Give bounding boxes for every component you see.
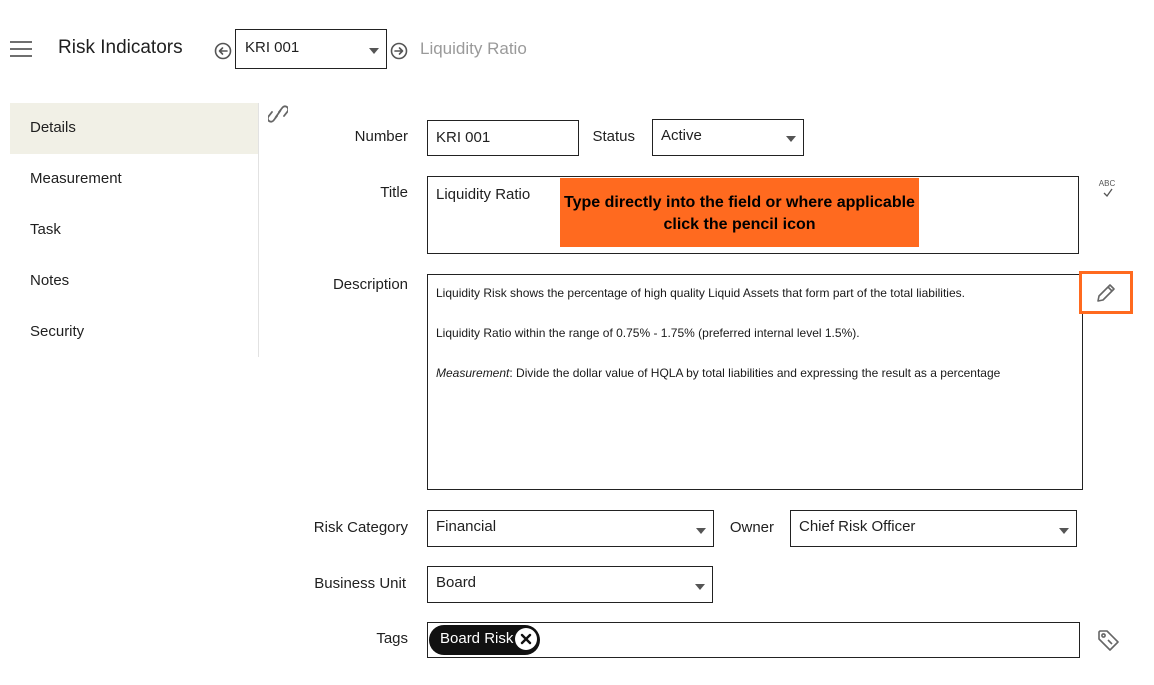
sidebar-item-notes[interactable]: Notes <box>30 272 70 289</box>
owner-value: Chief Risk Officer <box>799 518 916 535</box>
link-icon[interactable] <box>268 102 288 126</box>
sidebar-item-measurement[interactable]: Measurement <box>30 170 122 187</box>
chevron-down-icon <box>369 48 379 54</box>
status-value: Active <box>661 127 702 144</box>
owner-select[interactable] <box>790 510 1077 547</box>
instruction-callout: Type directly into the field or where applicable click the pencil icon <box>560 178 919 247</box>
description-paragraph: Liquidity Risk shows the percentage of high quality Liquid Assets that form part of the total liabilities. <box>436 286 965 300</box>
business-unit-label: Business Unit <box>314 575 406 592</box>
previous-record-icon[interactable] <box>214 42 232 60</box>
close-icon <box>520 633 532 645</box>
risk-category-select[interactable] <box>427 510 714 547</box>
chevron-down-icon <box>786 136 796 142</box>
risk-category-value: Financial <box>436 518 497 535</box>
tag-label: Board Risk <box>440 630 514 647</box>
check-icon <box>1103 188 1113 198</box>
chevron-down-icon <box>695 584 705 590</box>
description-textarea[interactable] <box>427 274 1083 490</box>
chevron-down-icon <box>1059 528 1069 534</box>
chevron-down-icon <box>696 528 706 534</box>
spellcheck-label: ABC <box>1098 179 1116 188</box>
sidebar-item-task[interactable]: Task <box>30 221 61 238</box>
business-unit-select[interactable] <box>427 566 713 603</box>
tag-icon[interactable] <box>1097 628 1121 652</box>
sidebar-item-security[interactable]: Security <box>30 323 85 340</box>
risk-category-label: Risk Category <box>313 519 408 536</box>
next-record-icon[interactable] <box>390 42 408 60</box>
spellcheck-icon[interactable] <box>1096 179 1118 201</box>
record-name: Liquidity Ratio <box>420 39 527 58</box>
pencil-icon <box>1095 282 1117 304</box>
sidebar-divider <box>258 103 259 357</box>
status-label: Status <box>592 128 635 145</box>
hamburger-menu-icon[interactable] <box>10 41 32 57</box>
tags-label: Tags <box>376 630 408 647</box>
app-title: Risk Indicators <box>58 37 183 58</box>
number-input[interactable] <box>427 120 579 156</box>
title-value: Liquidity Ratio <box>436 186 531 203</box>
description-paragraph: Liquidity Ratio within the range of 0.75% - 1.75% (preferred internal level 1.5%). <box>436 326 860 340</box>
tag-chip <box>429 625 540 655</box>
number-label: Number <box>354 128 408 145</box>
description-emphasis: Measurement <box>436 366 510 380</box>
remove-tag-button[interactable] <box>515 628 537 650</box>
description-text: : Divide the dollar value of HQLA by total liabilities and expressing the result as a percentage <box>509 366 1001 380</box>
kri-select[interactable] <box>235 29 387 69</box>
sidebar-item-details[interactable]: Details <box>10 103 258 154</box>
description-label: Description <box>332 276 408 293</box>
business-unit-value: Board <box>436 574 477 591</box>
kri-select-value: KRI 001 <box>245 39 300 56</box>
owner-label: Owner <box>729 519 774 536</box>
description-paragraph <box>436 366 1000 380</box>
title-label: Title <box>380 184 408 201</box>
status-select[interactable] <box>652 119 804 156</box>
number-value: KRI 001 <box>436 129 491 146</box>
edit-description-button[interactable] <box>1079 271 1133 314</box>
sidebar <box>10 103 258 357</box>
